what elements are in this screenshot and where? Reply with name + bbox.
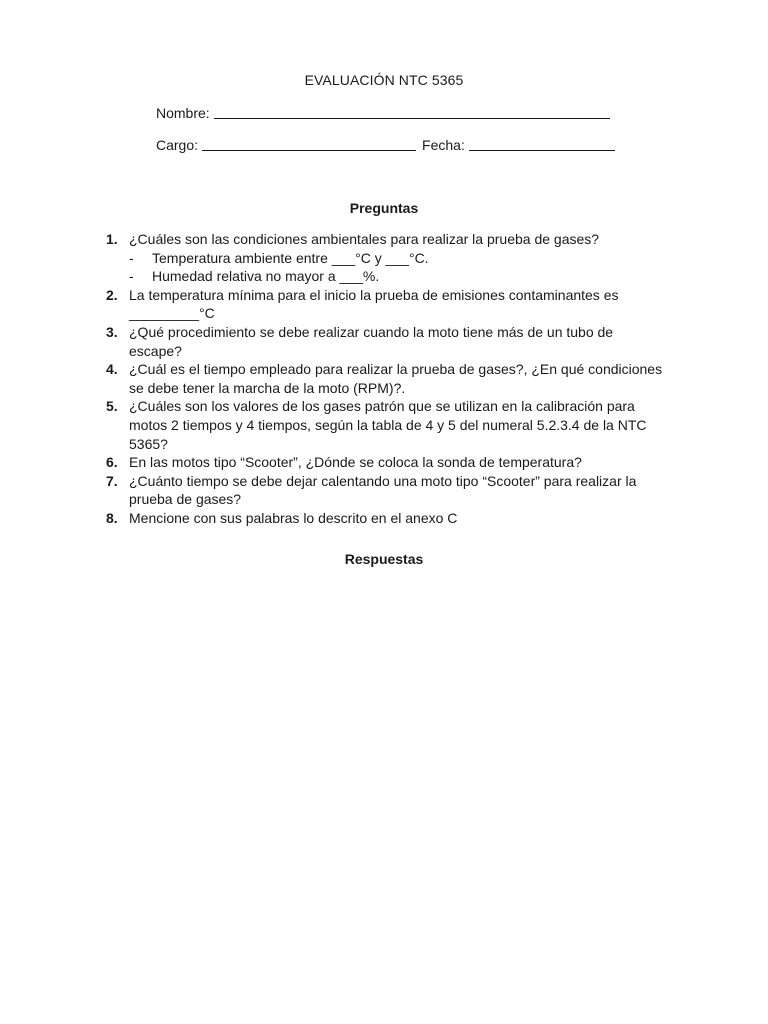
question-item <box>106 453 666 472</box>
question-number: 1. <box>106 231 118 247</box>
subitem-dash: - <box>129 249 134 266</box>
question-item <box>106 509 666 528</box>
question-number: 8. <box>106 509 118 526</box>
subitem-text: Humedad relativa no mayor a ___%. <box>152 268 380 285</box>
question-list <box>106 230 666 528</box>
subitem-text: Temperatura ambiente entre ___°C y ___°C. <box>152 249 429 266</box>
question-text: ¿Qué procedimiento se debe realizar cuando la moto tiene más de un tubo de escape? <box>129 323 614 359</box>
question-number: 6. <box>106 454 118 471</box>
question-text: ¿Cuánto tiempo se debe dejar calentando una moto tipo “Scooter” para realizar la prueba de gases? <box>129 472 637 508</box>
question-number: 4. <box>106 361 118 378</box>
question-subitem <box>129 249 666 268</box>
fecha-blank-line[interactable] <box>469 136 615 151</box>
fecha-label: Fecha: <box>422 137 465 153</box>
nombre-blank-line[interactable] <box>214 104 610 119</box>
subitem-dash: - <box>129 268 134 285</box>
nombre-label: Nombre: <box>156 105 210 121</box>
cargo-label: Cargo: <box>156 137 199 153</box>
question-item <box>106 286 666 323</box>
question-item <box>106 397 666 453</box>
question-text: En las motos tipo “Scooter”, ¿Dónde se coloca la sonda de temperatura? <box>129 454 582 471</box>
question-number: 5. <box>106 398 118 415</box>
question-text: ¿Cuáles son los valores de los gases patrón que se utilizan en la calibración para motos 2 tiempos y 4 tiempos, según la tabla de 4 y 5 del numeral 5.2.3.4 de la NTC 5365? <box>129 398 647 452</box>
question-text: ¿Cuáles son las condiciones ambientales para realizar la prueba de gases? <box>129 231 600 247</box>
question-item <box>106 230 666 286</box>
question-item <box>106 472 666 509</box>
question-text: ¿Cuál es el tiempo empleado para realizar la prueba de gases?, ¿En qué condiciones se debe tener la marcha de la moto (RPM)?. <box>129 361 663 396</box>
question-text: La temperatura mínima para el inicio la prueba de emisiones contaminantes es _________°C <box>129 286 619 322</box>
cargo-fecha-row <box>156 136 615 153</box>
preguntas-heading: Preguntas <box>349 200 419 216</box>
document-title: EVALUACIÓN NTC 5365 <box>304 72 464 88</box>
question-item <box>106 360 666 397</box>
question-number: 2. <box>106 286 118 303</box>
cargo-blank-line[interactable] <box>202 136 416 151</box>
question-item <box>106 323 666 360</box>
respuestas-heading: Respuestas <box>344 551 424 567</box>
question-subitem <box>129 267 666 286</box>
question-number: 3. <box>106 323 118 340</box>
nombre-row <box>156 104 610 121</box>
question-text: Mencione con sus palabras lo descrito en el anexo C <box>129 509 458 526</box>
question-number: 7. <box>106 472 118 489</box>
